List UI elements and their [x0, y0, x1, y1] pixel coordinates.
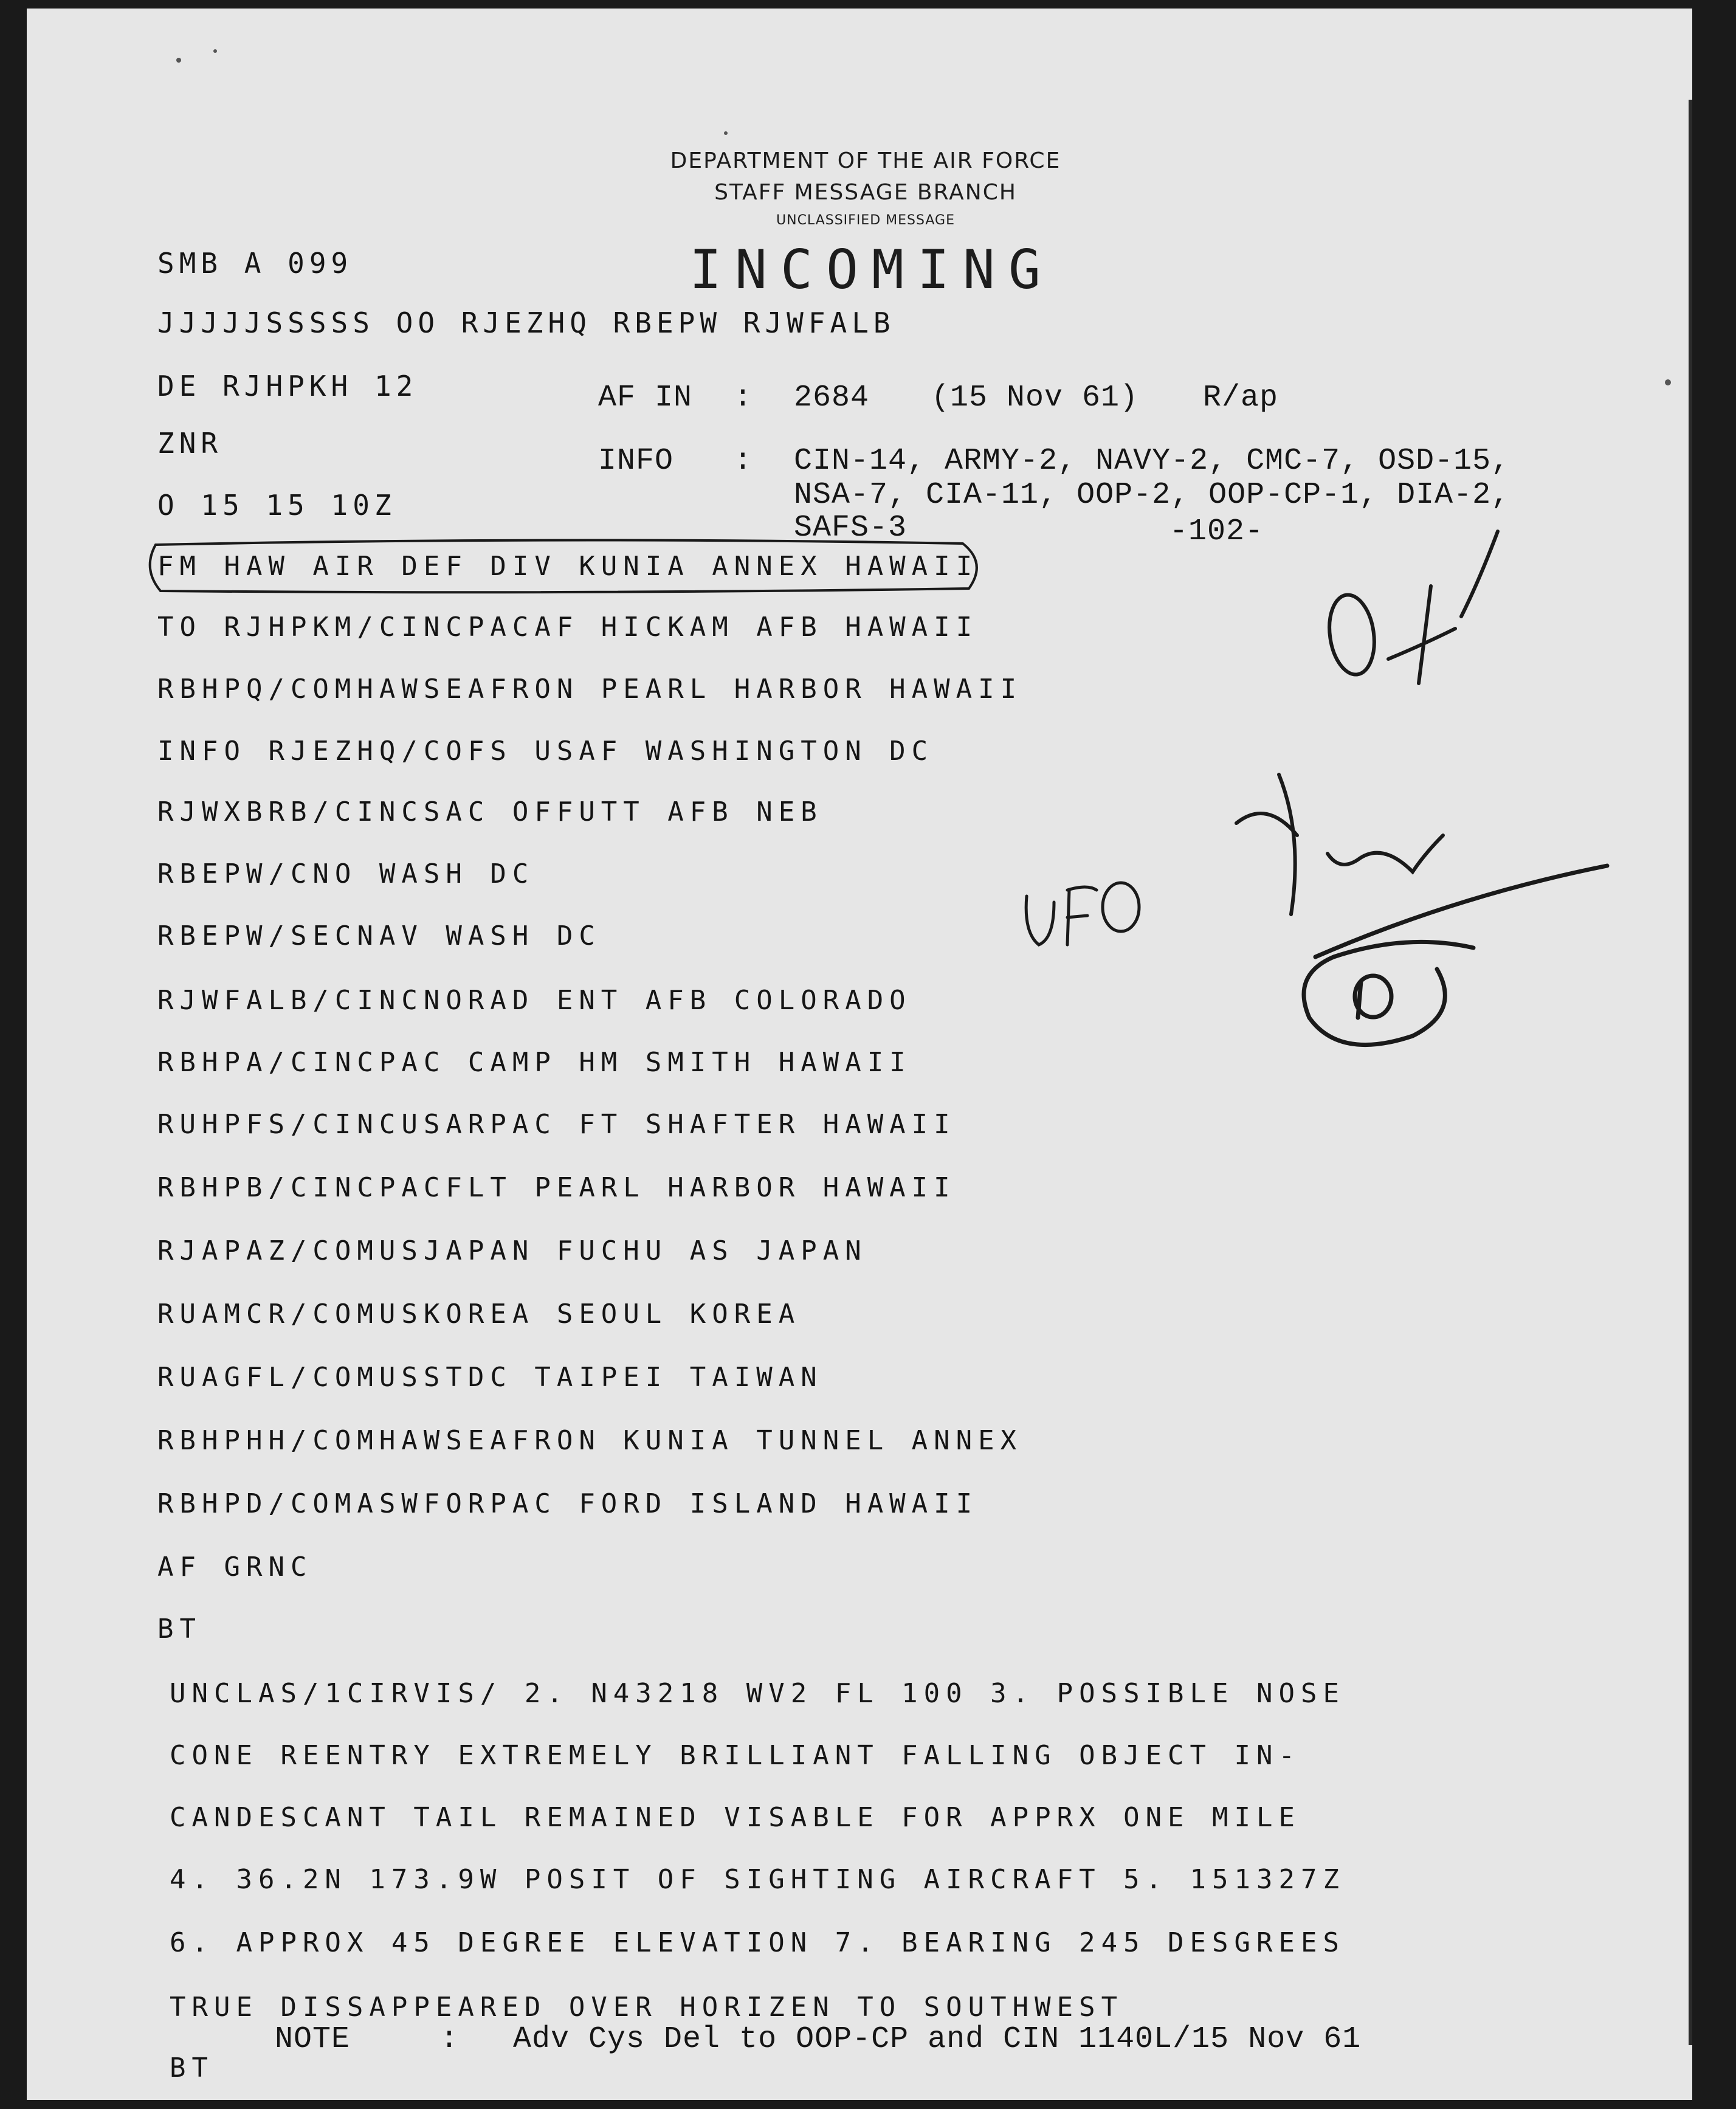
department-header: DEPARTMENT OF THE AIR FORCE [670, 148, 1061, 173]
message-body-line: CONE REENTRY EXTREMELY BRILLIANT FALLING OBJECT IN- [170, 1740, 1301, 1771]
info-distribution-line: CIN-14, ARMY-2, NAVY-2, CMC-7, OSD-15, [794, 444, 1510, 478]
classification-label: UNCLASSIFIED MESSAGE [776, 213, 955, 228]
message-body-line: 4. 36.2N 173.9W POSIT OF SIGHTING AIRCRAFT 5. 151327Z [170, 1864, 1345, 1895]
closing-line: BT [170, 2052, 214, 2083]
message-id: SMB A 099 [157, 247, 353, 280]
af-in-suffix: R/ap [1203, 381, 1279, 415]
routing-line: INFO RJEZHQ/COFS USAF WASHINGTON DC [157, 736, 934, 767]
routing-line: RBHPQ/COMHAWSEAFRON PEARL HARBOR HAWAII [157, 674, 1023, 705]
routing-line: RJAPAZ/COMUSJAPAN FUCHU AS JAPAN [157, 1235, 867, 1266]
info-distribution-line: NSA-7, CIA-11, OOP-2, OOP-CP-1, DIA-2, [794, 478, 1510, 513]
routing-line: RBHPB/CINCPACFLT PEARL HARBOR HAWAII [157, 1172, 956, 1203]
routing-line: RJWFALB/CINCNORAD ENT AFB COLORADO [157, 985, 912, 1016]
routing-line: RBEPW/CNO WASH DC [157, 858, 535, 889]
routing-line: RBHPHH/COMHAWSEAFRON KUNIA TUNNEL ANNEX [157, 1425, 1023, 1456]
routing-line: BT [157, 1614, 202, 1645]
preamble-line: JJJJJSSSSS OO RJEZHQ RBEPW RJWFALB [157, 306, 895, 339]
page-edge-shadow [1689, 100, 1692, 2045]
info-label: INFO [598, 444, 674, 478]
routing-line: RJWXBRB/CINCSAC OFFUTT AFB NEB [157, 796, 823, 827]
routing-line: RUHPFS/CINCUSARPAC FT SHAFTER HAWAII [157, 1109, 956, 1140]
note-separator: : [440, 2022, 460, 2057]
routing-line: RBHPD/COMASWFORPAC FORD ISLAND HAWAII [157, 1488, 979, 1519]
routing-line: RUAGFL/COMUSSTDC TAIPEI TAIWAN [157, 1362, 823, 1393]
info-separator: : [734, 444, 753, 478]
af-in-separator: : [734, 381, 753, 415]
message-body-line: UNCLAS/1CIRVIS/ 2. N43218 WV2 FL 100 3. POSSIBLE NOSE [170, 1678, 1345, 1709]
routing-line: TO RJHPKM/CINCPACAF HICKAM AFB HAWAII [157, 612, 979, 643]
preamble-line: ZNR [157, 427, 223, 460]
handwritten-oi [1324, 531, 1498, 683]
routing-line: RBHPA/CINCPAC CAMP HM SMITH HAWAII [157, 1047, 912, 1078]
af-in-date: (15 Nov 61) [931, 381, 1139, 415]
preamble-line: DE RJHPKH 12 [157, 370, 418, 402]
from-line: FM HAW AIR DEF DIV KUNIA ANNEX HAWAII [157, 551, 979, 582]
message-body-line: TRUE DISSAPPEARED OVER HORIZEN TO SOUTHWEST [170, 1992, 1124, 2023]
af-in-number: 2684 [794, 381, 870, 415]
handwritten-ufo [1026, 883, 1139, 945]
message-body-line: CANDESCANT TAIL REMAINED VISABLE FOR APPRX ONE MILE [170, 1802, 1301, 1833]
incoming-title: INCOMING [689, 238, 1054, 301]
af-in-label: AF IN [598, 381, 693, 415]
info-total: -102- [1169, 514, 1264, 549]
message-page [27, 9, 1692, 2100]
handwritten-file [1236, 775, 1443, 914]
routing-line: AF GRNC [157, 1552, 313, 1583]
preamble-line: O 15 15 10Z [157, 489, 396, 522]
routing-line: RBEPW/SECNAV WASH DC [157, 920, 601, 951]
routing-line: RUAMCR/COMUSKOREA SEOUL KOREA [157, 1299, 801, 1330]
note-text: Adv Cys Del to OOP-CP and CIN 1140L/15 Nov 61 [513, 2022, 1362, 2057]
note-label: NOTE [275, 2022, 351, 2057]
handwritten-circle-mark [1304, 866, 1607, 1045]
info-distribution-line: SAFS-3 [794, 511, 908, 545]
message-body-line: 6. APPROX 45 DEGREE ELEVATION 7. BEARING 245 DESGREES [170, 1927, 1345, 1958]
branch-header: STAFF MESSAGE BRANCH [714, 180, 1017, 205]
